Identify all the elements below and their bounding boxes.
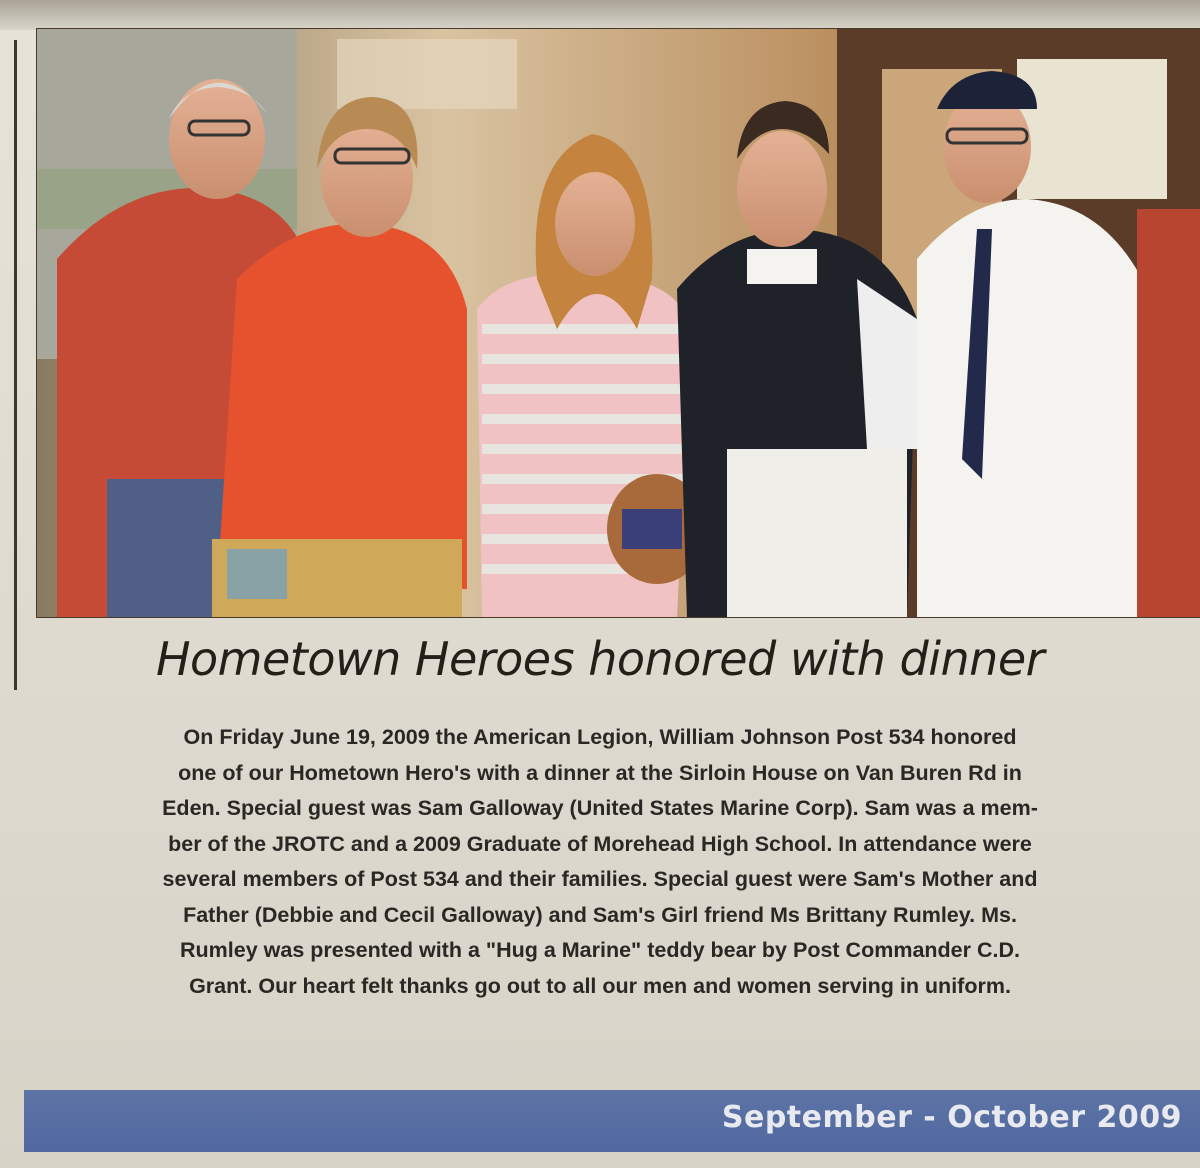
article-body-line: Father (Debbie and Cecil Galloway) and Sam's Girl friend Ms Brittany Rumley. Ms. xyxy=(183,902,1017,927)
column-rule xyxy=(14,40,17,690)
article-body-line: On Friday June 19, 2009 the American Legion, William Johnson Post 534 honored xyxy=(183,725,1017,749)
photo-illustration xyxy=(37,29,1200,617)
page-shadow xyxy=(0,0,1200,30)
article-body-line: Rumley was presented with a "Hug a Marine" teddy bear by Post Commander C.D. xyxy=(180,938,1020,962)
article-body-line: Eden. Special guest was Sam Galloway (United States Marine Corp). Sam was a mem- xyxy=(162,796,1038,820)
footer-band xyxy=(24,1090,1200,1152)
article-body xyxy=(20,720,1180,1004)
article-headline: Hometown Heroes honored with dinner xyxy=(155,632,1045,686)
group-photo xyxy=(36,28,1200,618)
article-body-line: one of our Hometown Hero's with a dinner at the Sirloin House on Van Buren Rd in xyxy=(178,760,1022,785)
issue-date: September - October 2009 xyxy=(721,1100,1182,1135)
article-body-line: ber of the JROTC and a 2009 Graduate of Morehead High School. In attendance were xyxy=(168,831,1032,856)
article-body-line: several members of Post 534 and their families. Special guest were Sam's Mother and xyxy=(162,867,1038,891)
article-body-line: Grant. Our heart felt thanks go out to all our men and women serving in uniform. xyxy=(189,973,1011,998)
